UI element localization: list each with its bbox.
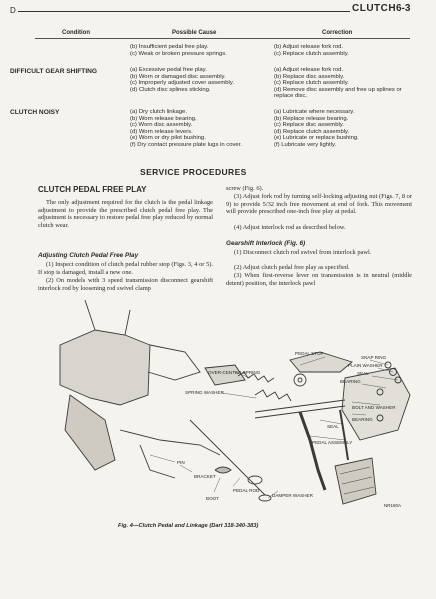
service-procedures-title: SERVICE PROCEDURES xyxy=(140,167,247,177)
label-bearing: BEARING xyxy=(352,417,373,422)
correction-item: (a) Adjust release fork rod. xyxy=(274,67,344,73)
correction-item: (b) Replace disc assembly. xyxy=(274,73,345,80)
correction-item: (c) Replace clutch assembly. xyxy=(274,50,349,57)
cause-item: (f) Dry contact pressure plate lugs in cover. xyxy=(130,141,242,148)
label-pedal-assembly: PEDAL ASSEMBLY xyxy=(312,440,353,445)
cause-item: (b) Insufficient pedal free play. xyxy=(130,44,209,50)
cause-item: (b) Worn or damaged disc assembly. xyxy=(130,73,226,80)
figure-code: NR180A xyxy=(384,503,402,508)
step-paragraph: (1) Inspect condition of clutch pedal rubber stop (Figs. 3, 4 or 5). If stop is damaged, install a new one. xyxy=(38,261,213,276)
step-paragraph: (2) Adjust clutch pedal free play as specified. xyxy=(234,264,350,271)
correction-item: (f) Lubricate very lightly. xyxy=(274,141,337,148)
label-pin: PIN xyxy=(177,460,185,465)
label-bolt-and-washer: BOLT AND WASHER xyxy=(352,405,396,410)
subsection-title: Adjusting Clutch Pedal Free Play xyxy=(38,252,139,259)
section-title: CLUTCH PEDAL FREE PLAY xyxy=(38,185,147,194)
correction-item: (d) Replace clutch assembly. xyxy=(274,128,350,135)
cause-item: (c) Weak or broken pressure springs. xyxy=(130,50,227,57)
label-over-center-spring: OVER-CENTER SPRING xyxy=(208,370,261,375)
cause-item: (c) Improperly adjusted cover assembly. xyxy=(130,80,234,87)
step-paragraph: (3) Adjust fork rod by turning self-locking adjusting nut (Figs. 7, 8 or 9) to provide 5/32 inch free movement at end of fork. This movement will provide prescribed one-inch free play at pedal. xyxy=(226,193,412,216)
label-spring-washer: SPRING WASHER xyxy=(185,390,224,395)
step-paragraph: (2) On models with 3 speed transmission disconnect gearshift interlock rod by loosening rod swivel clamp xyxy=(38,277,213,292)
correction-item: (c) Replace disc assembly. xyxy=(274,122,344,129)
column-header-cause: Possible Cause xyxy=(172,30,217,36)
cause-item: (a) Excessive pedal free play. xyxy=(130,67,207,73)
label-pedal-rod: PEDAL ROD xyxy=(233,488,260,493)
cause-item: (d) Worn release levers. xyxy=(130,128,193,135)
label-plain-washer: PLAIN WASHER xyxy=(348,363,383,368)
correction-item: (b) Adjust release fork rod. xyxy=(274,44,344,50)
cause-item: (d) Clutch disc splines sticking. xyxy=(130,86,211,93)
page-title: CLUTCH xyxy=(352,3,397,14)
subsection-title: Gearshift Interlock (Fig. 6) xyxy=(226,240,306,247)
correction-item: (a) Lubricate where necessary. xyxy=(274,109,355,115)
step-paragraph: screw (Fig. 6). xyxy=(226,185,264,192)
correction-item: (e) Lubricate or replace bushing. xyxy=(274,135,359,142)
cause-item: (c) Worn disc assembly. xyxy=(130,122,193,129)
label-damper-washer: DAMPER WASHER xyxy=(272,493,313,498)
step-paragraph: (3) When first-reverse lever on transmission is in neutral (middle detent) position, the interlock pawl xyxy=(226,272,412,287)
intro-paragraph: The only adjustment required for the clutch is the pedal linkage adjustment to provide the prescribed clutch pedal free play. The adjustment is necessary to restore pedal free play reduced by normal clutch wear. xyxy=(38,199,213,229)
condition-label: CLUTCH NOISY xyxy=(10,109,60,116)
correction-item: (b) Replace release bearing. xyxy=(274,115,349,122)
cause-item: (b) Worn release bearing. xyxy=(130,115,197,122)
column-header-condition: Condition xyxy=(62,30,90,36)
label-seal: SEAL xyxy=(357,371,369,376)
label-bracket: BRACKET xyxy=(194,474,216,479)
column-header-correction: Correction xyxy=(322,30,353,36)
cause-item: (a) Dry clutch linkage. xyxy=(130,109,187,115)
step-paragraph: (1) Disconnect clutch rod swivel from interlock pawl. xyxy=(234,249,372,256)
label-boot: BOOT xyxy=(206,496,220,501)
label-seal: SEAL xyxy=(327,424,339,429)
step-paragraph: (4) Adjust interlock rod as described below. xyxy=(234,224,346,231)
header-marker: D xyxy=(10,6,16,15)
page-number: 6-3 xyxy=(396,3,411,14)
label-pedal-stop: PEDAL STOP xyxy=(295,351,324,356)
correction-item: (c) Replace clutch assembly. xyxy=(274,80,349,87)
cause-item: (e) Worn or dry pilot bushing. xyxy=(130,135,206,142)
condition-label: DIFFICULT GEAR SHIFTING xyxy=(10,68,98,75)
figure-caption: Fig. 4—Clutch Pedal and Linkage (Dart 318-340-383) xyxy=(118,523,259,529)
label-bearing: BEARING xyxy=(340,379,361,384)
correction-item: (d) Remove disc assembly and free up splines or replace disc. xyxy=(274,86,402,100)
label-snap-ring: SNAP RING xyxy=(361,355,387,360)
